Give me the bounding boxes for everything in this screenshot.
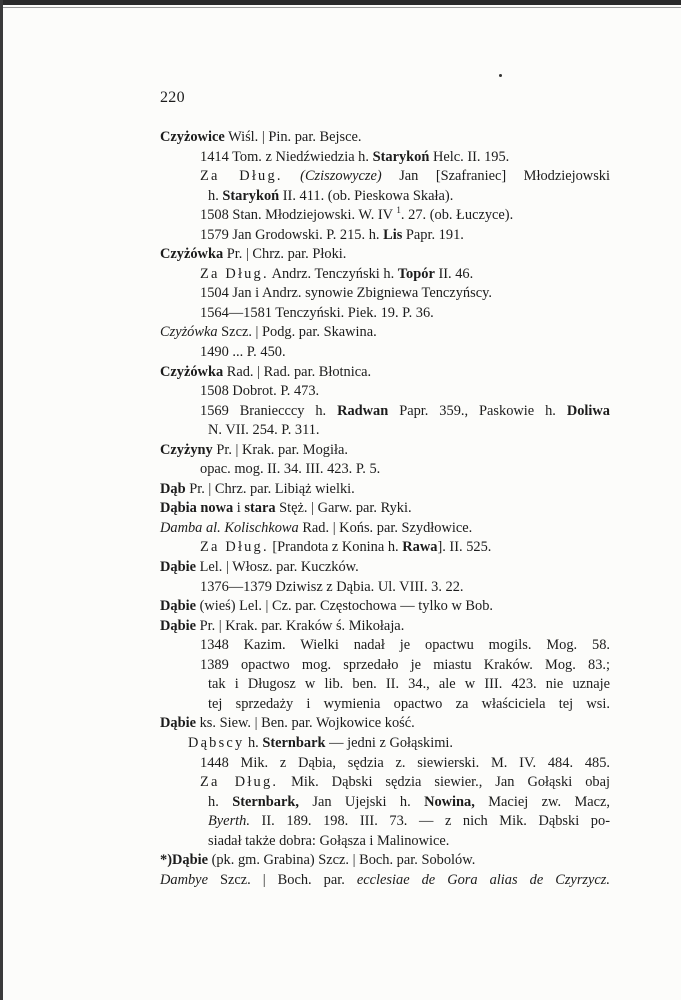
bold-term: Dąbie [160, 598, 196, 615]
entry-detail-line [160, 167, 610, 187]
entry-headword-line [160, 441, 610, 461]
entry-detail-line [160, 578, 610, 598]
text-run: ks. Siew. | Ben. par. Wojkowice kość. [195, 715, 415, 732]
text-run: i [233, 500, 245, 517]
text-run: 1569 Braniecccy h. [200, 402, 338, 419]
bold-term: Dąbie [160, 617, 196, 634]
text-run: [Prandota z Konina h. [268, 539, 403, 556]
entry-headword-line [160, 519, 610, 539]
bold-term: Sternbark, [232, 793, 299, 810]
text-run: Papr. 359., Paskowie h. [388, 402, 567, 419]
entry-headword-line [160, 597, 610, 617]
superscript: 1 [396, 205, 401, 216]
entry-headword-line [160, 128, 610, 148]
text-run: II. 189. 198. III. 73. — z nich Mik. Dąbski po- [249, 813, 610, 830]
text-run: Mik. Dąbski sędzia siewier., Jan Gołąski obaj [278, 774, 610, 791]
entry-detail-line [160, 226, 610, 246]
text-run: h. [208, 793, 233, 810]
bold-term: Topór [397, 265, 435, 282]
text-run: Wiśl. | Pin. par. Bejsce. [224, 129, 362, 145]
page-top-edge [0, 0, 681, 5]
ink-speck [499, 74, 502, 77]
italic-term: Byerth. [208, 813, 250, 830]
italic-term: Czyżówka [160, 324, 218, 341]
bold-term: Nowina, [424, 793, 475, 810]
text-run: 1564—1581 Tenczyński. Piek. 19. P. 36. [200, 304, 434, 321]
entry-headword-line [160, 871, 610, 891]
text-run: Pr. | Krak. par. Mogiła. [212, 441, 348, 458]
text-run: Helc. II. 195. [429, 148, 510, 165]
text-run: 1579 Jan Grodowski. P. 215. h. [200, 226, 384, 243]
bold-term: Dąbie [160, 715, 196, 732]
entry-detail-line [160, 734, 610, 754]
page-left-edge [0, 0, 3, 1000]
entry-detail-line [160, 284, 610, 304]
text-run: 1508 Stan. Młodziejowski. W. IV [200, 207, 397, 224]
text-run: tej sprzedaży i wymienia opactwo za właściciela tej wsi. [208, 695, 610, 712]
text-run: Szcz. | Boch. par. [207, 871, 357, 888]
entry-detail-line [160, 265, 610, 285]
italic-term: (Cziszowycze) [300, 168, 382, 185]
page-top-edge-line [0, 7, 681, 8]
entry-detail-line [160, 148, 610, 168]
entry-headword-line [160, 480, 610, 500]
entry-headword-line [160, 851, 610, 871]
bold-term: Starykoń [222, 187, 280, 204]
bold-term: Czyżówka [160, 246, 224, 263]
spaced-abbrev: Dąbscy [188, 734, 245, 751]
entry-detail-line [160, 636, 610, 656]
text-run: Andrz. Tenczyński h. [268, 265, 398, 282]
entry-detail-line [160, 754, 610, 774]
text-run: Lel. | Włosz. par. Kuczków. [195, 559, 359, 576]
text-run: Szcz. | Podg. par. Skawina. [217, 324, 377, 341]
text-run: Rad. | Końs. par. Szydłowice. [298, 519, 473, 536]
text-run: Pr. | Chrz. par. Libiąż wielki. [185, 480, 355, 497]
entry-headword-line [160, 245, 610, 265]
text-run: tak i Długosz w lib. ben. II. 34., ale w III. 423. nie uznaje [208, 676, 610, 693]
page-number: 220 [160, 89, 185, 106]
entry-detail-line [160, 812, 610, 832]
text-run: 1414 Tom. z Niedźwiedzia h. [200, 148, 373, 165]
entry-detail-line [160, 695, 610, 715]
entry-detail-line [160, 793, 610, 813]
text-run: ]. II. 525. [437, 539, 492, 556]
italic-term: Dambye [160, 871, 208, 888]
entry-headword-line [160, 714, 610, 734]
entry-detail-line [160, 538, 610, 558]
text-run: Papr. 191. [402, 226, 464, 243]
entry-detail-line [160, 382, 610, 402]
text-run: 1504 Jan i Andrz. synowie Zbigniewa Tenczyńscy. [200, 285, 492, 302]
text-run: siadał także dobra: Gołąsza i Malinowice. [208, 832, 450, 849]
text-run: 1508 Dobrot. P. 473. [200, 383, 320, 400]
bold-term: Dąb [160, 480, 186, 497]
spaced-abbrev: Za Dług. [200, 774, 279, 791]
text-run: 1348 Kazim. Wielki nadał je opactwu mogils. Mog. 58. [200, 637, 610, 654]
text-run: opac. mog. II. 34. III. 423. P. 5. [200, 461, 381, 478]
entry-headword-line [160, 363, 610, 383]
entry-detail-line [160, 206, 610, 226]
bold-term: Dąbie [160, 559, 196, 576]
entry-detail-line [160, 460, 610, 480]
text-run: N. VII. 254. P. 311. [208, 422, 320, 439]
text-run: Jan Ujejski h. [298, 793, 425, 810]
italic-term: Damba al. Kolischkowa [160, 519, 299, 536]
bold-term: Lis [383, 226, 403, 243]
entry-headword-line [160, 323, 610, 343]
bold-term: stara [244, 500, 276, 517]
entry-detail-line [160, 421, 610, 441]
text-run: II. 46. [434, 265, 474, 282]
text-run: Rad. | Rad. par. Błotnica. [223, 363, 372, 380]
text-run: h. [244, 734, 263, 751]
entry-headword-line [160, 617, 610, 637]
bold-term: Rawa [402, 539, 438, 556]
bold-term: Dąbia nowa [160, 500, 234, 517]
text-run: II. 411. (ob. Pieskowa Skała). [279, 187, 454, 204]
bold-term: Czyżówka [160, 363, 224, 380]
italic-term: ecclesiae de Gora alias de Czyrzycz. [356, 871, 610, 888]
bold-term: Czyżowice [160, 129, 225, 145]
spaced-abbrev: Za Dług. [200, 265, 269, 282]
entry-detail-line [160, 675, 610, 695]
text-run: (pk. gm. Grabina) Szcz. | Boch. par. Sobolów. [207, 852, 476, 869]
text-run: Stęż. | Garw. par. Ryki. [275, 500, 412, 517]
bold-term: Sternbark [262, 734, 326, 751]
entry-detail-line [160, 304, 610, 324]
text-run: Maciej zw. Macz, [474, 793, 610, 810]
text-run: . 27. (ob. Łuczyce). [400, 207, 514, 224]
gazetteer-entries [160, 128, 610, 890]
text-run: 1389 opactwo mog. sprzedało je miastu Kraków. Mog. 83.; [200, 656, 610, 673]
bold-term: Starykoń [372, 148, 430, 165]
bold-term: Czyżyny [160, 441, 213, 458]
entry-headword-line [160, 558, 610, 578]
entry-detail-line [160, 402, 610, 422]
entry-detail-line [160, 343, 610, 363]
entry-detail-line [160, 832, 610, 852]
entry-detail-line [160, 656, 610, 676]
text-run: — jedni z Gołąskimi. [325, 734, 454, 751]
text-run: 1376—1379 Dziwisz z Dąbia. Ul. VIII. 3. 22. [200, 578, 464, 595]
text-run: h. [208, 187, 223, 204]
text-run: 1448 Mik. z Dąbia, sędzia z. siewierski. M. IV. 484. 485. [200, 754, 610, 771]
entry-detail-line [160, 187, 610, 207]
spaced-abbrev: Za Dług. [200, 539, 269, 556]
spaced-abbrev: Za Dług. [200, 168, 283, 185]
text-run: (wieś) Lel. | Cz. par. Częstochowa — tylko w Bob. [195, 598, 494, 615]
text-run: Pr. | Krak. par. Kraków ś. Mikołaja. [195, 617, 405, 634]
text-run: Jan [Szafraniec] Młodziejowski [381, 168, 610, 185]
bold-term: Radwan [337, 402, 389, 419]
text-run: Pr. | Chrz. par. Płoki. [223, 246, 347, 263]
entry-headword-line [160, 499, 610, 519]
text-run [283, 168, 301, 184]
text-run: 1490 ... P. 450. [200, 344, 286, 361]
bold-term: *)Dąbie [160, 852, 208, 869]
entry-detail-line [160, 773, 610, 793]
bold-term: Doliwa [566, 402, 610, 419]
